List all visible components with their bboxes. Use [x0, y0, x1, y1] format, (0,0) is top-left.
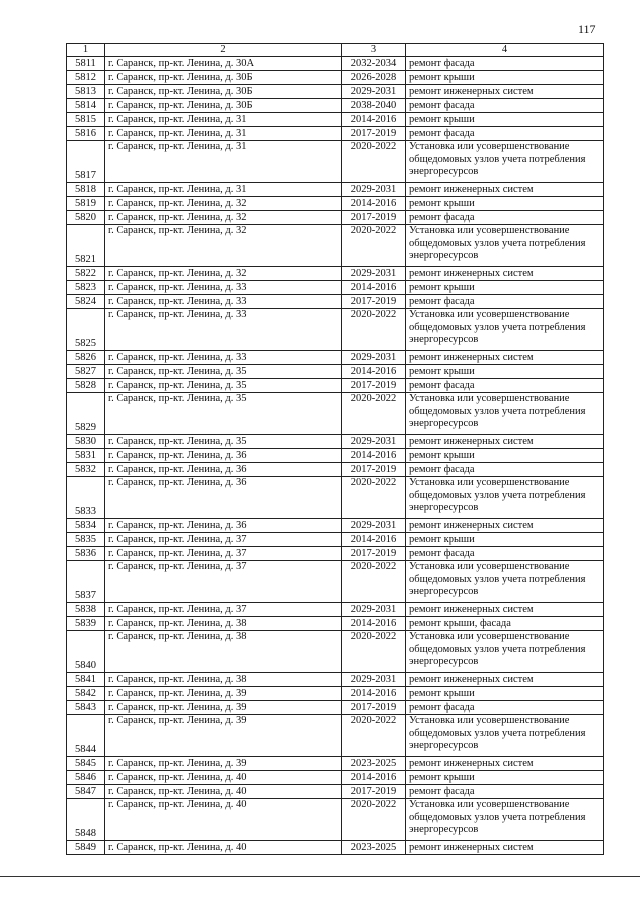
scan-edge-line: [0, 876, 640, 877]
row-work-type: ремонт инженерных систем: [406, 519, 604, 533]
row-period: 2014-2016: [342, 449, 406, 463]
row-address: г. Саранск, пр-кт. Ленина, д. 35: [105, 393, 342, 435]
row-work-type: ремонт фасада: [406, 99, 604, 113]
table-row: [67, 183, 604, 197]
row-number: 5842: [67, 687, 105, 701]
row-work-type: ремонт инженерных систем: [406, 183, 604, 197]
row-number: 5845: [67, 757, 105, 771]
row-address: г. Саранск, пр-кт. Ленина, д. 31: [105, 127, 342, 141]
row-number: 5846: [67, 771, 105, 785]
row-address: г. Саранск, пр-кт. Ленина, д. 32: [105, 197, 342, 211]
row-number: 5844: [67, 715, 105, 757]
row-number: 5834: [67, 519, 105, 533]
table-row: [67, 393, 604, 435]
row-work-type: Установка или усовершенствование общедомовых узлов учета потребления энергоресурсов: [406, 631, 604, 673]
row-address: г. Саранск, пр-кт. Ленина, д. 31: [105, 141, 342, 183]
row-period: 2014-2016: [342, 533, 406, 547]
row-period: 2017-2019: [342, 701, 406, 715]
row-address: г. Саранск, пр-кт. Ленина, д. 30Б: [105, 71, 342, 85]
row-number: 5843: [67, 701, 105, 715]
row-work-type: ремонт фасада: [406, 295, 604, 309]
row-address: г. Саранск, пр-кт. Ленина, д. 40: [105, 841, 342, 855]
row-address: г. Саранск, пр-кт. Ленина, д. 33: [105, 309, 342, 351]
row-work-type: Установка или усовершенствование общедомовых узлов учета потребления энергоресурсов: [406, 225, 604, 267]
row-work-type: ремонт инженерных систем: [406, 435, 604, 449]
row-work-type: Установка или усовершенствование общедомовых узлов учета потребления энергоресурсов: [406, 561, 604, 603]
table-row: [67, 841, 604, 855]
row-number: 5837: [67, 561, 105, 603]
row-number: 5840: [67, 631, 105, 673]
table-row: [67, 211, 604, 225]
row-address: г. Саранск, пр-кт. Ленина, д. 32: [105, 211, 342, 225]
row-work-type: ремонт инженерных систем: [406, 351, 604, 365]
row-address: г. Саранск, пр-кт. Ленина, д. 30Б: [105, 99, 342, 113]
row-period: 2020-2022: [342, 631, 406, 673]
table-row: [67, 603, 604, 617]
row-period: 2014-2016: [342, 687, 406, 701]
row-work-type: ремонт инженерных систем: [406, 673, 604, 687]
row-address: г. Саранск, пр-кт. Ленина, д. 36: [105, 519, 342, 533]
row-address: г. Саранск, пр-кт. Ленина, д. 40: [105, 799, 342, 841]
table-row: [67, 127, 604, 141]
row-number: 5817: [67, 141, 105, 183]
row-work-type: Установка или усовершенствование общедомовых узлов учета потребления энергоресурсов: [406, 477, 604, 519]
row-work-type: ремонт фасада: [406, 127, 604, 141]
table-row: [67, 449, 604, 463]
row-period: 2020-2022: [342, 561, 406, 603]
row-period: 2017-2019: [342, 295, 406, 309]
row-work-type: Установка или усовершенствование общедомовых узлов учета потребления энергоресурсов: [406, 799, 604, 841]
row-address: г. Саранск, пр-кт. Ленина, д. 35: [105, 379, 342, 393]
page-number: 117: [578, 22, 596, 36]
row-work-type: ремонт инженерных систем: [406, 603, 604, 617]
table-row: [67, 225, 604, 267]
table-row: [67, 785, 604, 799]
row-period: 2029-2031: [342, 519, 406, 533]
row-period: 2029-2031: [342, 351, 406, 365]
row-number: 5847: [67, 785, 105, 799]
row-number: 5839: [67, 617, 105, 631]
row-period: 2017-2019: [342, 547, 406, 561]
table-row: [67, 99, 604, 113]
row-period: 2032-2034: [342, 57, 406, 71]
row-address: г. Саранск, пр-кт. Ленина, д. 35: [105, 435, 342, 449]
table-row: [67, 631, 604, 673]
row-period: 2020-2022: [342, 799, 406, 841]
row-work-type: ремонт крыши, фасада: [406, 617, 604, 631]
table-header-row: [67, 44, 604, 57]
row-work-type: ремонт инженерных систем: [406, 757, 604, 771]
row-number: 5830: [67, 435, 105, 449]
table-row: [67, 687, 604, 701]
table-row: [67, 617, 604, 631]
row-work-type: ремонт фасада: [406, 463, 604, 477]
row-address: г. Саранск, пр-кт. Ленина, д. 37: [105, 561, 342, 603]
table-row: [67, 673, 604, 687]
row-period: 2017-2019: [342, 463, 406, 477]
row-period: 2014-2016: [342, 365, 406, 379]
row-period: 2029-2031: [342, 183, 406, 197]
row-work-type: ремонт инженерных систем: [406, 841, 604, 855]
table-row: [67, 85, 604, 99]
row-work-type: ремонт крыши: [406, 533, 604, 547]
row-work-type: ремонт фасада: [406, 701, 604, 715]
table-row: [67, 267, 604, 281]
row-number: 5823: [67, 281, 105, 295]
table-row: [67, 533, 604, 547]
row-work-type: ремонт фасада: [406, 57, 604, 71]
row-period: 2029-2031: [342, 435, 406, 449]
row-period: 2020-2022: [342, 477, 406, 519]
row-period: 2020-2022: [342, 141, 406, 183]
table-row: [67, 561, 604, 603]
row-work-type: Установка или усовершенствование общедомовых узлов учета потребления энергоресурсов: [406, 715, 604, 757]
row-address: г. Саранск, пр-кт. Ленина, д. 40: [105, 785, 342, 799]
row-address: г. Саранск, пр-кт. Ленина, д. 39: [105, 757, 342, 771]
row-address: г. Саранск, пр-кт. Ленина, д. 38: [105, 673, 342, 687]
row-number: 5826: [67, 351, 105, 365]
row-number: 5833: [67, 477, 105, 519]
table-row: [67, 701, 604, 715]
column-header-2: 2: [105, 44, 342, 57]
row-period: 2020-2022: [342, 393, 406, 435]
row-number: 5818: [67, 183, 105, 197]
row-number: 5811: [67, 57, 105, 71]
table-row: [67, 547, 604, 561]
row-address: г. Саранск, пр-кт. Ленина, д. 30А: [105, 57, 342, 71]
row-work-type: ремонт крыши: [406, 71, 604, 85]
table-row: [67, 365, 604, 379]
row-address: г. Саранск, пр-кт. Ленина, д. 38: [105, 631, 342, 673]
row-number: 5829: [67, 393, 105, 435]
row-period: 2020-2022: [342, 225, 406, 267]
row-number: 5827: [67, 365, 105, 379]
row-work-type: Установка или усовершенствование общедомовых узлов учета потребления энергоресурсов: [406, 309, 604, 351]
row-number: 5812: [67, 71, 105, 85]
row-work-type: ремонт фасада: [406, 785, 604, 799]
row-address: г. Саранск, пр-кт. Ленина, д. 38: [105, 617, 342, 631]
table-row: [67, 435, 604, 449]
row-period: 2029-2031: [342, 85, 406, 99]
row-period: 2029-2031: [342, 267, 406, 281]
row-period: 2017-2019: [342, 379, 406, 393]
row-address: г. Саранск, пр-кт. Ленина, д. 39: [105, 687, 342, 701]
row-address: г. Саранск, пр-кт. Ленина, д. 39: [105, 701, 342, 715]
row-address: г. Саранск, пр-кт. Ленина, д. 31: [105, 183, 342, 197]
row-period: 2020-2022: [342, 309, 406, 351]
table-row: [67, 141, 604, 183]
table-row: [67, 757, 604, 771]
table-row: [67, 463, 604, 477]
row-number: 5815: [67, 113, 105, 127]
row-work-type: ремонт крыши: [406, 281, 604, 295]
table-row: [67, 351, 604, 365]
row-number: 5831: [67, 449, 105, 463]
row-number: 5814: [67, 99, 105, 113]
row-work-type: ремонт фасада: [406, 211, 604, 225]
row-address: г. Саранск, пр-кт. Ленина, д. 39: [105, 715, 342, 757]
row-address: г. Саранск, пр-кт. Ленина, д. 33: [105, 281, 342, 295]
row-address: г. Саранск, пр-кт. Ленина, д. 33: [105, 351, 342, 365]
table-body: [67, 57, 604, 855]
row-period: 2014-2016: [342, 197, 406, 211]
row-number: 5841: [67, 673, 105, 687]
table-row: [67, 309, 604, 351]
table-row: [67, 799, 604, 841]
table-row: [67, 197, 604, 211]
table-row: [67, 477, 604, 519]
row-address: г. Саранск, пр-кт. Ленина, д. 31: [105, 113, 342, 127]
row-period: 2026-2028: [342, 71, 406, 85]
row-number: 5825: [67, 309, 105, 351]
row-work-type: ремонт крыши: [406, 197, 604, 211]
row-period: 2014-2016: [342, 113, 406, 127]
row-number: 5824: [67, 295, 105, 309]
table-row: [67, 113, 604, 127]
row-period: 2029-2031: [342, 673, 406, 687]
column-header-3: 3: [342, 44, 406, 57]
table-row: [67, 519, 604, 533]
row-period: 2014-2016: [342, 771, 406, 785]
table-row: [67, 715, 604, 757]
row-work-type: ремонт крыши: [406, 449, 604, 463]
row-address: г. Саранск, пр-кт. Ленина, д. 30Б: [105, 85, 342, 99]
row-work-type: ремонт крыши: [406, 771, 604, 785]
row-number: 5832: [67, 463, 105, 477]
row-number: 5828: [67, 379, 105, 393]
row-work-type: ремонт инженерных систем: [406, 85, 604, 99]
row-address: г. Саранск, пр-кт. Ленина, д. 36: [105, 449, 342, 463]
row-address: г. Саранск, пр-кт. Ленина, д. 37: [105, 547, 342, 561]
row-number: 5835: [67, 533, 105, 547]
row-address: г. Саранск, пр-кт. Ленина, д. 36: [105, 477, 342, 519]
capital-repair-table: [66, 43, 604, 855]
row-period: 2017-2019: [342, 785, 406, 799]
row-period: 2038-2040: [342, 99, 406, 113]
row-period: 2017-2019: [342, 127, 406, 141]
row-address: г. Саранск, пр-кт. Ленина, д. 33: [105, 295, 342, 309]
row-address: г. Саранск, пр-кт. Ленина, д. 32: [105, 225, 342, 267]
row-address: г. Саранск, пр-кт. Ленина, д. 35: [105, 365, 342, 379]
row-period: 2014-2016: [342, 617, 406, 631]
table-row: [67, 71, 604, 85]
row-number: 5836: [67, 547, 105, 561]
row-work-type: ремонт крыши: [406, 365, 604, 379]
row-work-type: ремонт фасада: [406, 379, 604, 393]
table-row: [67, 281, 604, 295]
row-period: 2023-2025: [342, 757, 406, 771]
row-number: 5816: [67, 127, 105, 141]
column-header-4: 4: [406, 44, 604, 57]
column-header-1: 1: [67, 44, 105, 57]
row-number: 5813: [67, 85, 105, 99]
row-work-type: ремонт крыши: [406, 113, 604, 127]
row-number: 5821: [67, 225, 105, 267]
table-row: [67, 295, 604, 309]
row-work-type: ремонт крыши: [406, 687, 604, 701]
table-row: [67, 379, 604, 393]
row-period: 2020-2022: [342, 715, 406, 757]
row-number: 5838: [67, 603, 105, 617]
row-address: г. Саранск, пр-кт. Ленина, д. 32: [105, 267, 342, 281]
row-address: г. Саранск, пр-кт. Ленина, д. 37: [105, 603, 342, 617]
row-period: 2017-2019: [342, 211, 406, 225]
row-number: 5849: [67, 841, 105, 855]
row-number: 5820: [67, 211, 105, 225]
row-period: 2029-2031: [342, 603, 406, 617]
row-number: 5819: [67, 197, 105, 211]
row-period: 2023-2025: [342, 841, 406, 855]
row-address: г. Саранск, пр-кт. Ленина, д. 40: [105, 771, 342, 785]
row-work-type: Установка или усовершенствование общедомовых узлов учета потребления энергоресурсов: [406, 393, 604, 435]
table-row: [67, 771, 604, 785]
table-row: [67, 57, 604, 71]
row-address: г. Саранск, пр-кт. Ленина, д. 36: [105, 463, 342, 477]
row-number: 5848: [67, 799, 105, 841]
row-work-type: Установка или усовершенствование общедомовых узлов учета потребления энергоресурсов: [406, 141, 604, 183]
row-work-type: ремонт инженерных систем: [406, 267, 604, 281]
row-number: 5822: [67, 267, 105, 281]
row-work-type: ремонт фасада: [406, 547, 604, 561]
row-address: г. Саранск, пр-кт. Ленина, д. 37: [105, 533, 342, 547]
row-period: 2014-2016: [342, 281, 406, 295]
